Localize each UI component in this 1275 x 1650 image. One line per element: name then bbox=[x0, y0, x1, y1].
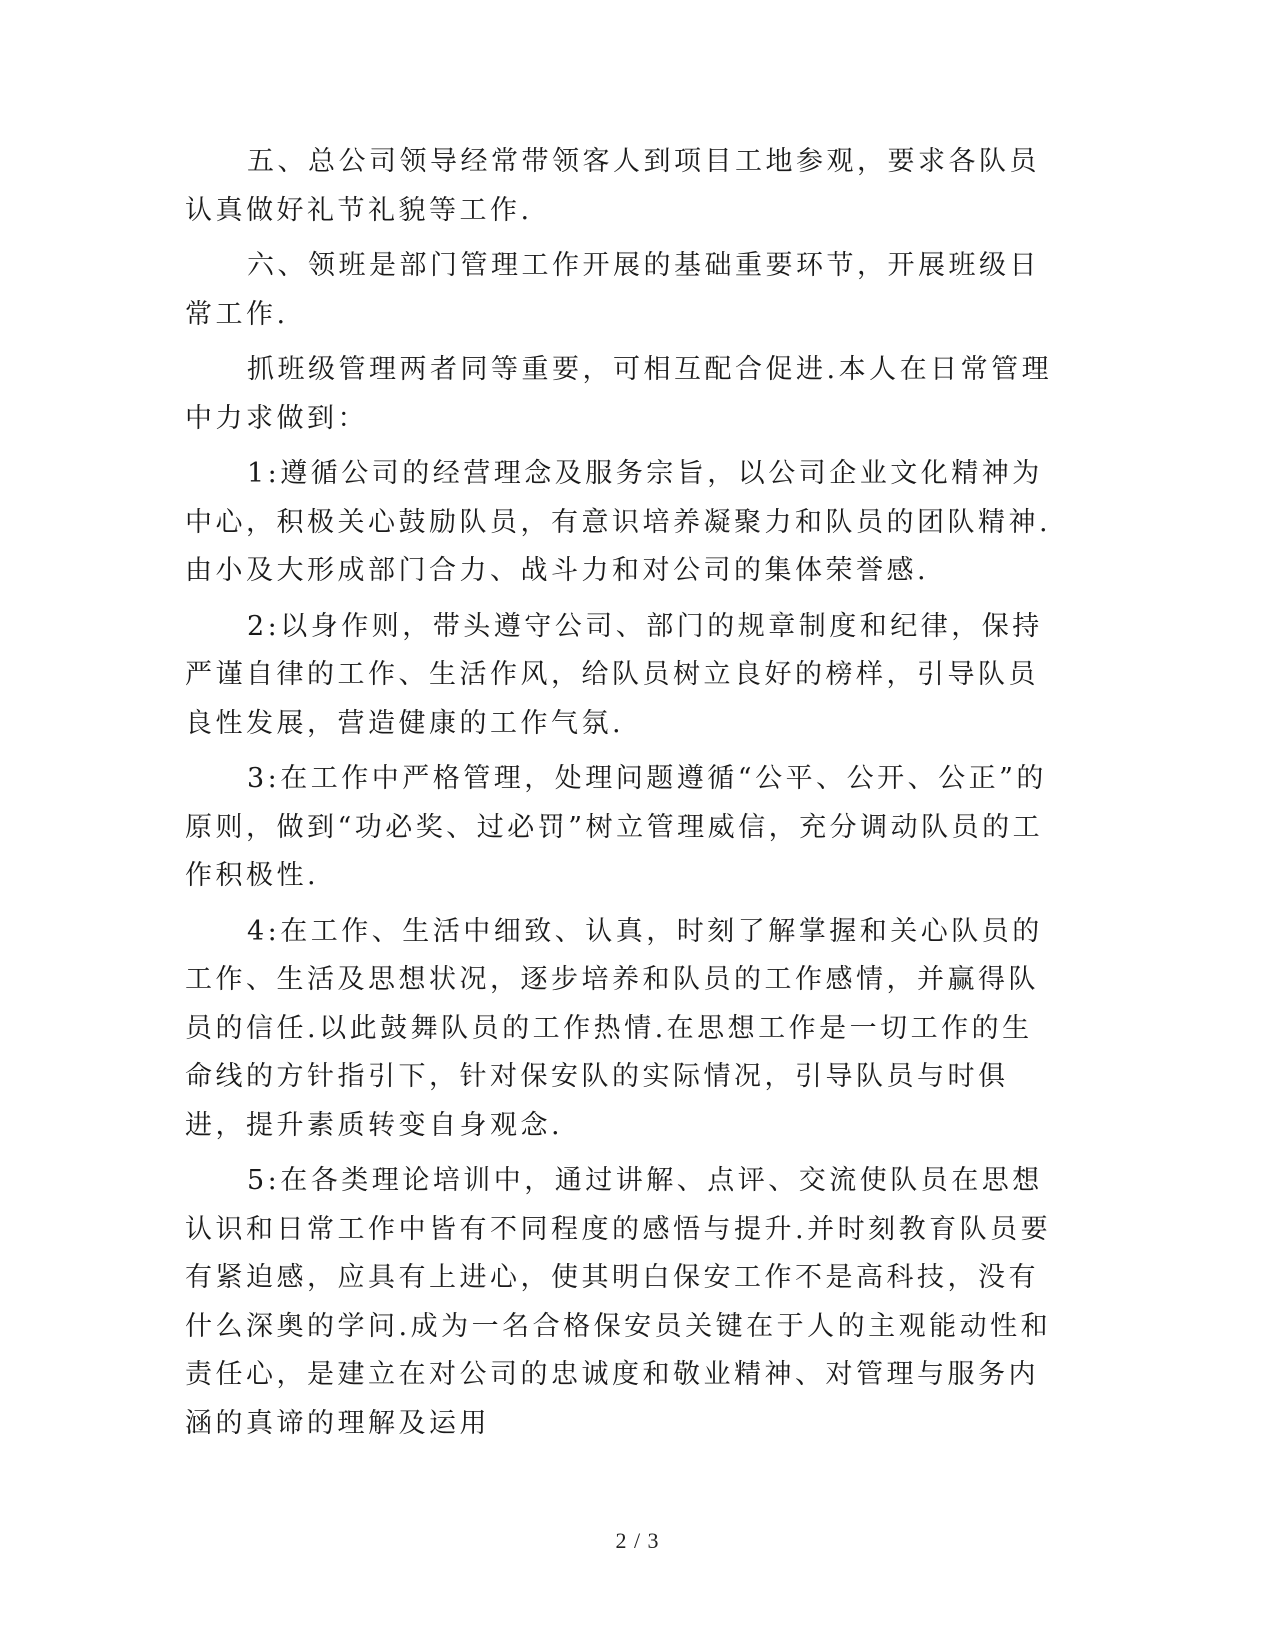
paragraph-item-1: 1:遵循公司的经营理念及服务宗旨，以公司企业文化精神为中心，积极关心鼓励队员，有意识培养凝聚力和队员的团队精神.由小及大形成部门合力、战斗力和对公司的集体荣誉感. bbox=[185, 458, 1052, 586]
body-text bbox=[185, 138, 1055, 1455]
paragraph-class-management: 抓班级管理两者同等重要，可相互配合促进.本人在日常管理中力求做到： bbox=[185, 354, 1053, 434]
paragraph-item-5: 5:在各类理论培训中，通过讲解、点评、交流使队员在思想认识和日常工作中皆有不同程度的感悟与提升.并时刻教育队员要有紧迫感，应具有上进心，使其明白保安工作不是高科技，没有什么深奥的学问.成为一名合格保安员关键在于人的主观能动性和责任心，是建立在对公司的忠诚度和敬业精神、对管理与服务内涵的真谛的理解及运用 bbox=[185, 1165, 1052, 1439]
paragraph-5: 五、总公司领导经常带领客人到项目工地参观，要求各队员认真做好礼节礼貌等工作. bbox=[185, 146, 1040, 226]
page-number: 2 / 3 bbox=[615, 1528, 660, 1553]
paragraph-item-4: 4:在工作、生活中细致、认真，时刻了解掌握和关心队员的工作、生活及思想状况，逐步培养和队员的工作感情，并赢得队员的信任.以此鼓舞队员的工作热情.在思想工作是一切工作的生命线的方针指引下，针对保安队的实际情况，引导队员与时俱进，提升素质转变自身观念. bbox=[185, 915, 1043, 1141]
paragraph-item-2: 2:以身作则，带头遵守公司、部门的规章制度和纪律，保持严谨自律的工作、生活作风，给队员树立良好的榜样，引导队员良性发展，营造健康的工作气氛. bbox=[185, 610, 1043, 739]
paragraph-item-3: 3:在工作中严格管理，处理问题遵循“公平、公开、公正”的原则，做到“功必奖、过必罚”树立管理威信，充分调动队员的工作积极性. bbox=[185, 763, 1047, 891]
paragraph-6: 六、领班是部门管理工作开展的基础重要环节，开展班级日常工作. bbox=[185, 250, 1040, 330]
